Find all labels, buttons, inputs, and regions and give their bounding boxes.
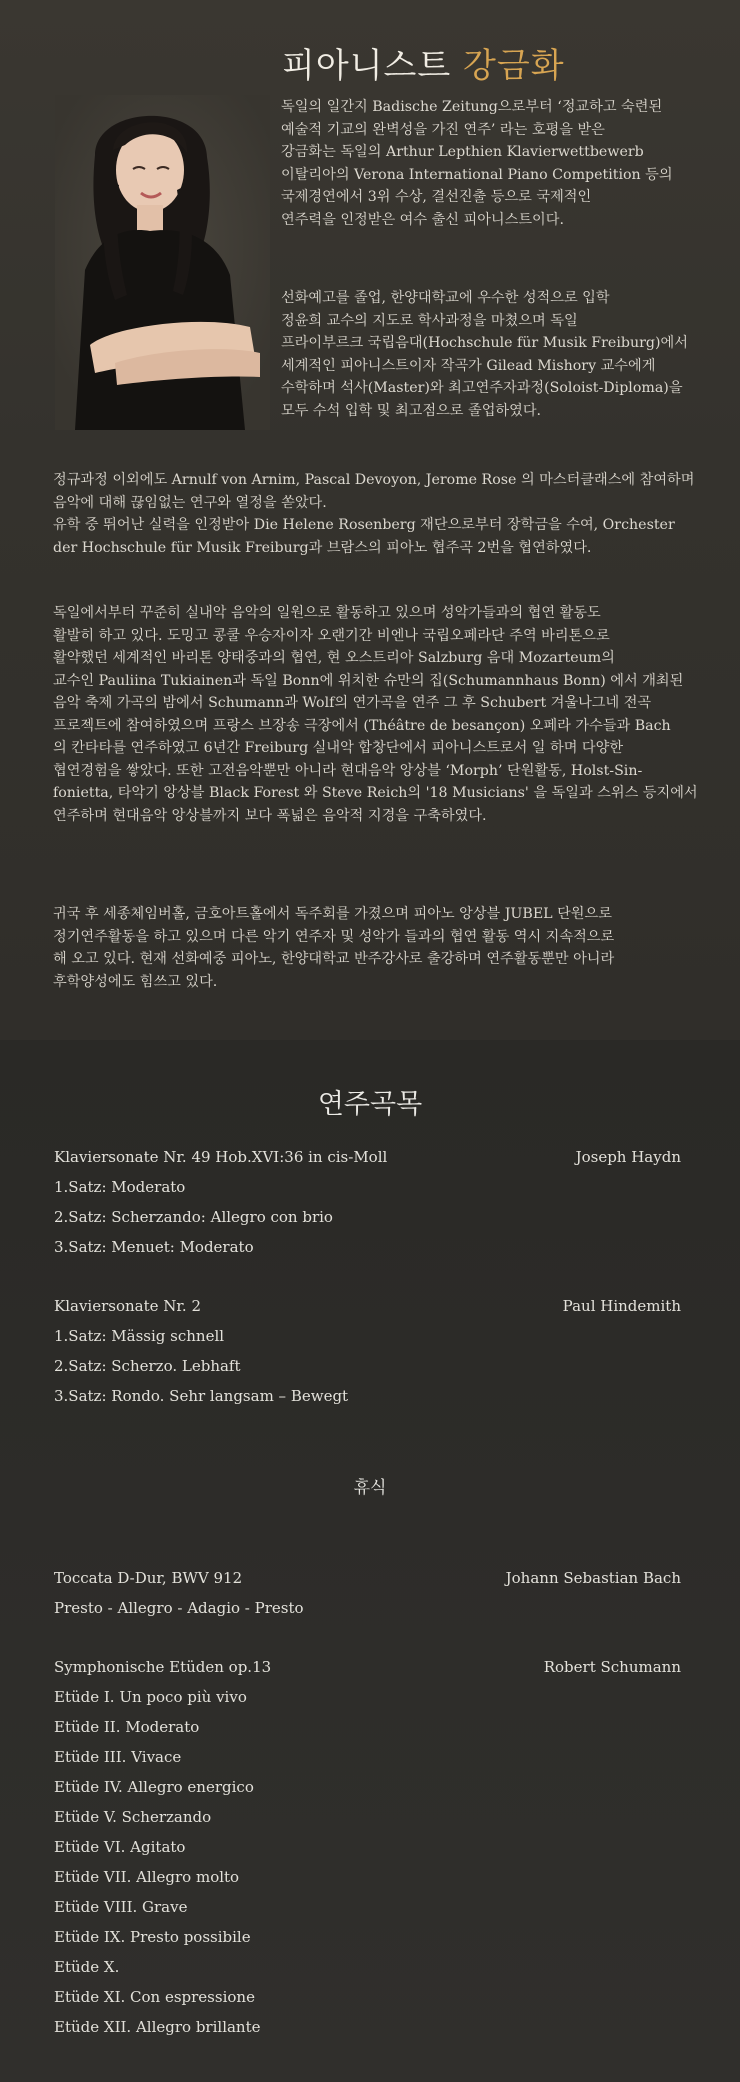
bio-line: 후학양성에도 힘쓰고 있다. — [53, 973, 218, 990]
bio-paragraph-4 — [53, 602, 698, 827]
bio-line: 활약했던 세계적인 바리톤 양태중과의 협연, 현 오스트리아 Salzburg 음대 Mozarteum의 — [53, 650, 615, 666]
page-title — [282, 38, 565, 87]
bio-line: 정윤희 교수의 지도로 학사과정을 마쳤으며 독일 — [281, 312, 578, 329]
movement: 1.Satz: Mässig schnell — [54, 1327, 225, 1345]
movement: Etüde VII. Allegro molto — [54, 1868, 240, 1886]
movement: 2.Satz: Scherzando: Allegro con brio — [54, 1208, 333, 1226]
bio-line: 강금화는 독일의 Arthur Lepthien Klavierwettbewerb — [281, 144, 644, 160]
bio-line: 프로젝트에 참여하였으며 프랑스 브장송 극장에서 (Théâtre de besançon) 오페라 가수들과 Bach — [53, 717, 671, 734]
bio-line: 귀국 후 세종체임버홀, 금호아트홀에서 독주회를 가졌으며 피아노 앙상블 JUBEL 단원으로 — [53, 906, 612, 922]
program-title: 연주곡목 — [317, 1089, 423, 1120]
bio-line: 의 칸타타를 연주하였고 6년간 Freiburg 실내악 합창단에서 피아니스트로서 일 하며 다양한 — [53, 740, 624, 756]
program-piece-schumann — [54, 1658, 681, 2048]
pianist-portrait — [55, 95, 270, 430]
movement: Etüde XI. Con espressione — [54, 1988, 255, 2006]
bio-paragraph-3 — [53, 469, 694, 559]
bio-line: 세계적인 피아니스트이자 작곡가 Gilead Mishory 교수에게 — [281, 357, 656, 374]
movement: 3.Satz: Rondo. Sehr langsam – Bewegt — [54, 1387, 349, 1405]
bio-paragraph-5 — [53, 903, 614, 993]
bio-line: 독일에서부터 꾸준히 실내악 음악의 일원으로 활동하고 있으며 성악가들과의 협연 활동도 — [53, 605, 601, 621]
bio-line: 해 오고 있다. 현재 선화예중 피아노, 한양대학교 반주강사로 출강하며 연주활동뿐만 아니라 — [53, 951, 615, 967]
bio-line: 협연경험을 쌓았다. 또한 고전음악뿐만 아니라 현대음악 앙상블 ‘Morph’ 단원활동, Holst-Sin- — [53, 762, 643, 779]
bio-line: 유학 중 뛰어난 실력을 인정받아 Die Helene Rosenberg 재단으로부터 장학금을 수여, Orchester — [53, 517, 675, 533]
program-piece-haydn — [54, 1148, 681, 1268]
bio-line: der Hochschule für Musik Freiburg과 브람스의 피아노 협주곡 2번을 협연하였다. — [53, 539, 592, 556]
movement: Presto - Allegro - Adagio - Presto — [54, 1599, 304, 1617]
bio-line: 이탈리아의 Verona International Piano Competition 등의 — [281, 166, 673, 183]
piece-header — [54, 1148, 681, 1178]
movement: 1.Satz: Moderato — [54, 1178, 186, 1196]
piece-composer: Joseph Haydn — [575, 1148, 681, 1166]
bio-line: 국제경연에서 3위 수상, 결선진출 등으로 국제적인 — [281, 189, 592, 205]
bio-line: 독일의 일간지 Badische Zeitung으로부터 ‘정교하고 숙련된 — [281, 99, 663, 115]
bio-paragraph-2 — [281, 287, 688, 422]
movement: Etüde XII. Allegro brillante — [54, 2018, 261, 2036]
bio-line: 정기연주활동을 하고 있으며 다른 악기 연주자 및 성악가 들과의 협연 활동 역시 지속적으로 — [53, 928, 615, 945]
bio-line: 예술적 기교의 완벽성을 가진 연주’ 라는 호평을 받은 — [281, 121, 605, 138]
program-piece-hindemith — [54, 1297, 681, 1417]
piece-work: Klaviersonate Nr. 49 Hob.XVI:36 in cis-Moll — [54, 1148, 388, 1166]
bio-line: 활발히 하고 있다. 도밍고 콩쿨 우승자이자 오랜기간 비엔나 국립오페라단 주역 바리톤으로 — [53, 627, 610, 644]
piece-composer: Johann Sebastian Bach — [505, 1569, 681, 1587]
piece-work: Klaviersonate Nr. 2 — [54, 1297, 201, 1315]
movement: Etüde IV. Allegro energico — [54, 1778, 254, 1796]
bio-line: 정규과정 이외에도 Arnulf von Arnim, Pascal Devoyon, Jerome Rose 의 마스터클래스에 참여하며 — [53, 472, 695, 488]
program-piece-bach — [54, 1569, 681, 1629]
movement: Etüde IX. Presto possibile — [54, 1928, 251, 1946]
bio-line: 선화예고를 졸업, 한양대학교에 우수한 성적으로 입학 — [281, 290, 610, 306]
bio-line: 연주력을 인정받은 여수 출신 피아니스트이다. — [281, 211, 564, 228]
pianist-name: 강금화 — [463, 46, 565, 86]
bio-paragraph-1 — [281, 96, 673, 231]
intermission-label: 휴식 — [353, 1478, 387, 1498]
piece-header — [54, 1297, 681, 1327]
piece-header — [54, 1658, 681, 1688]
movement: Etüde II. Moderato — [54, 1718, 200, 1736]
movement: Etüde X. — [54, 1958, 120, 1976]
movement: 2.Satz: Scherzo. Lebhaft — [54, 1357, 241, 1375]
bio-line: 프라이부르크 국립음대(Hochschule für Musik Freiburg)에서 — [281, 335, 688, 351]
movement: Etüde VI. Agitato — [54, 1838, 186, 1856]
bio-line: fonietta, 타악기 앙상블 Black Forest 와 Steve Reich의 '18 Musicians' 을 독일과 스위스 등지에서 — [53, 785, 698, 801]
title-prefix: 피아니스트 — [282, 46, 464, 86]
bio-line: 교수인 Pauliina Tukiainen과 독일 Bonn에 위치한 슈만의 집(Schumannhaus Bonn) 에서 개최된 — [53, 672, 684, 689]
bio-line: 연주하며 현대음악 앙상블까지 보다 폭넓은 음악적 지경을 구축하였다. — [53, 807, 487, 824]
bio-line: 음악에 대해 끊임없는 연구와 열정을 쏟았다. — [53, 494, 327, 511]
movement: 3.Satz: Menuet: Moderato — [54, 1238, 254, 1256]
bio-line: 음악 축제 가곡의 밤에서 Schumann과 Wolf의 연가곡을 연주 그 후 Schubert 겨울나그네 전곡 — [53, 695, 652, 711]
piece-composer: Paul Hindemith — [562, 1297, 681, 1315]
movement: Etüde V. Scherzando — [54, 1808, 212, 1826]
piece-composer: Robert Schumann — [543, 1658, 681, 1676]
piece-work: Toccata D-Dur, BWV 912 — [54, 1569, 243, 1587]
movement: Etüde III. Vivace — [54, 1748, 182, 1766]
movement: Etüde VIII. Grave — [54, 1898, 188, 1916]
piece-work: Symphonische Etüden op.13 — [54, 1658, 272, 1676]
bio-line: 수학하며 석사(Master)와 최고연주자과정(Soloist-Diploma)을 — [281, 380, 683, 396]
movement: Etüde I. Un poco più vivo — [54, 1688, 247, 1706]
piece-header — [54, 1569, 681, 1599]
bio-line: 모두 수석 입학 및 최고점으로 졸업하였다. — [281, 402, 542, 419]
